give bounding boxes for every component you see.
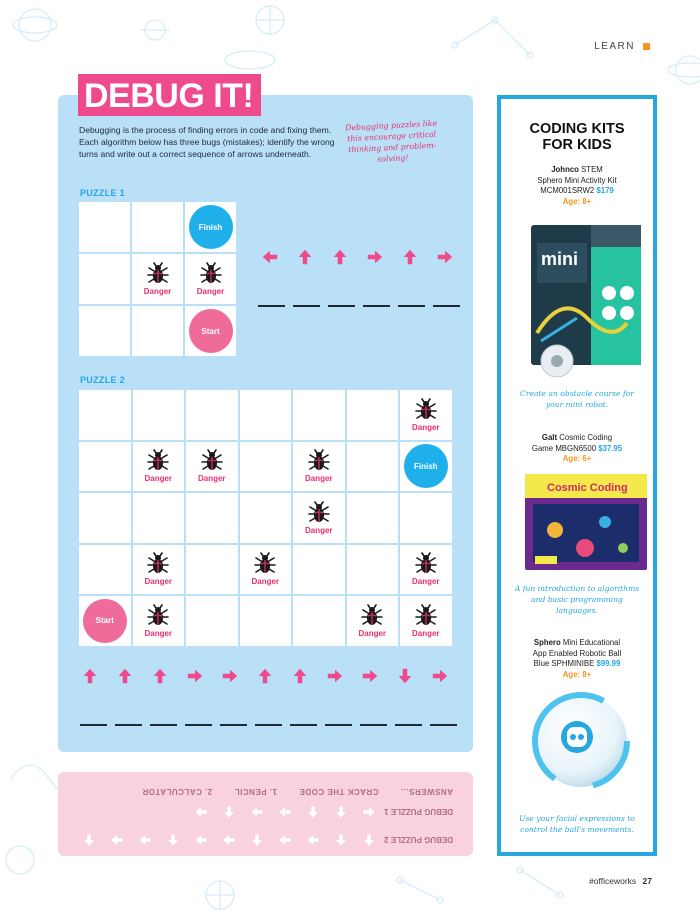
answer-blank[interactable] — [185, 724, 212, 726]
arrow-slot — [422, 666, 457, 686]
arrow-up-icon — [401, 248, 419, 266]
bug-icon — [414, 604, 438, 628]
puzzle1-cell — [185, 202, 236, 252]
danger-label: Danger — [411, 628, 440, 638]
puzzle2-arrows — [72, 666, 457, 686]
arrow-up-icon — [250, 833, 264, 847]
arrow-right-icon — [222, 833, 236, 847]
arrow-slot — [355, 802, 383, 822]
arrow-right-icon — [138, 833, 152, 847]
puzzle2-cell — [347, 442, 399, 492]
product2-caption: A fun introduction to algorithms and basic programming languages. — [514, 584, 640, 615]
start-marker: Start — [189, 309, 233, 353]
arrow-slot — [392, 247, 427, 267]
answer-blank[interactable] — [115, 724, 142, 726]
answer-blank[interactable] — [325, 724, 352, 726]
puzzle2-label: PUZZLE 2 — [80, 375, 125, 385]
answer-blank[interactable] — [290, 724, 317, 726]
danger-label: Danger — [144, 577, 173, 587]
puzzle1-cell — [79, 254, 130, 304]
arrow-right-icon — [361, 667, 379, 685]
danger-label: Danger — [144, 474, 173, 484]
product1-name-a: STEM — [581, 165, 603, 174]
answer-blank[interactable] — [255, 724, 282, 726]
arrow-up-icon — [256, 667, 274, 685]
arrow-slot — [243, 830, 271, 850]
handwritten-note: Debugging puzzles like this encourage critical thinking and problem-solving! — [344, 118, 438, 164]
arrow-down-icon — [396, 667, 414, 685]
product2-box-label: Cosmic Coding — [547, 482, 628, 494]
bug-icon — [414, 552, 438, 576]
arrow-up-icon — [296, 248, 314, 266]
intro-text: Debugging is the process of finding errors in code and fixing them. Each algorithm below has three bugs (mistakes); identify the wrong turns and write out a correct sequence of arrows underneath. — [79, 125, 335, 159]
puzzle2-cell — [293, 545, 345, 595]
arrow-up-icon — [331, 248, 349, 266]
arrow-slot — [282, 666, 317, 686]
puzzle2-cell — [347, 596, 399, 646]
arrow-slot — [327, 830, 355, 850]
arrow-slot — [287, 247, 322, 267]
arrow-right-icon — [326, 667, 344, 685]
danger-label: Danger — [304, 525, 333, 535]
puzzle1-cell — [185, 254, 236, 304]
product2-code: MBGN6500 — [555, 443, 597, 453]
arrow-slot — [299, 830, 327, 850]
arrow-slot — [103, 830, 131, 850]
section-label — [594, 41, 650, 52]
section-label-text: LEARN — [594, 41, 635, 52]
arrow-left-icon — [362, 805, 376, 819]
danger-label: Danger — [197, 474, 226, 484]
arrow-slot — [327, 802, 355, 822]
product2-price: $37.95 — [598, 443, 623, 453]
arrow-slot — [215, 802, 243, 822]
puzzle2-cell — [400, 596, 452, 646]
answer-blank[interactable] — [328, 305, 355, 307]
answer-blank[interactable] — [150, 724, 177, 726]
arrow-right-icon — [194, 805, 208, 819]
start-marker: Start — [83, 599, 127, 643]
arrow-right-icon — [194, 833, 208, 847]
danger-label: Danger — [358, 628, 387, 638]
arrow-slot — [131, 830, 159, 850]
arrow-slot — [72, 666, 107, 686]
arrow-slot — [352, 666, 387, 686]
product1-caption: Create an obstacle course for your mini robot. — [520, 389, 634, 409]
bug-icon — [307, 449, 331, 473]
product3-name-b: App Enabled Robotic Ball — [532, 648, 622, 658]
answers-debug1-row — [187, 802, 453, 822]
answers-heading-line — [142, 787, 453, 796]
arrow-up-icon — [362, 833, 376, 847]
arrow-slot — [212, 666, 247, 686]
sphero-mini-kit-image — [527, 223, 645, 383]
puzzle2-cell — [293, 596, 345, 646]
arrow-right-icon — [366, 248, 384, 266]
puzzle2-cell — [293, 493, 345, 543]
answer-blank[interactable] — [433, 305, 460, 307]
arrow-slot — [142, 666, 177, 686]
arrow-slot — [107, 666, 142, 686]
arrow-slot — [357, 247, 392, 267]
arrow-up-icon — [81, 667, 99, 685]
puzzle2-grid — [79, 390, 452, 646]
danger-label: Danger — [196, 287, 225, 296]
arrow-slot — [271, 830, 299, 850]
answers-a1: 1. PENCIL — [234, 787, 277, 796]
sidebar-title-line2: FOR KIDS — [542, 137, 612, 153]
puzzle2-cell — [240, 596, 292, 646]
product3-code: SPHMINIBE — [551, 659, 595, 668]
product2-name-b: Game — [531, 443, 554, 453]
debug2-answer-arrows — [75, 830, 383, 850]
answers-panel — [58, 772, 473, 856]
product3-text — [505, 638, 649, 680]
puzzle1-cell — [132, 254, 183, 304]
answer-blank[interactable] — [80, 724, 107, 726]
debug2-label: DEBUG PUZZLE 2 — [384, 835, 453, 845]
arrow-right-icon — [186, 667, 204, 685]
product1-box-label: mini — [541, 249, 579, 269]
puzzle2-cell — [186, 390, 238, 440]
product1-text — [505, 165, 649, 207]
puzzle2-cell — [400, 390, 452, 440]
puzzle1-answer-blanks — [258, 305, 468, 307]
arrow-slot — [247, 666, 282, 686]
puzzle2-cell — [400, 493, 452, 543]
puzzle2-cell — [133, 596, 185, 646]
answers-a2: 2. CALCULATOR — [142, 787, 213, 796]
bug-icon — [199, 262, 223, 286]
puzzle1-cell — [79, 306, 130, 356]
puzzle2-cell — [240, 390, 292, 440]
title-banner — [78, 74, 261, 116]
puzzle2-cell — [79, 493, 131, 543]
product1-code: MCM001SRW2 — [540, 186, 595, 195]
arrow-up-icon — [222, 805, 236, 819]
puzzle1-cell — [185, 306, 236, 356]
bug-icon — [307, 501, 331, 525]
puzzle2-cell — [186, 442, 238, 492]
answers-rotated — [58, 772, 473, 856]
product2-age: Age: 6+ — [562, 454, 592, 463]
arrow-right-icon — [431, 667, 449, 685]
answers-debug2-row — [75, 830, 453, 850]
section-marker — [643, 43, 650, 50]
sidebar-title — [501, 121, 653, 153]
puzzle2-cell — [79, 596, 131, 646]
bug-icon — [414, 398, 438, 422]
puzzle1-cell — [132, 306, 183, 356]
danger-label: Danger — [304, 474, 333, 484]
sidebar-title-line1: CODING KITS — [529, 121, 625, 137]
product3-caption: Use your facial expressions to control the ball's movements. — [519, 814, 635, 834]
product1-name-b: Sphero Mini Activity Kit — [537, 175, 617, 185]
puzzle2-cell — [347, 545, 399, 595]
bug-icon — [146, 604, 170, 628]
puzzle2-cell — [79, 442, 131, 492]
answer-blank[interactable] — [398, 305, 425, 307]
arrow-slot — [355, 830, 383, 850]
puzzle2-cell — [186, 596, 238, 646]
puzzle2-cell — [79, 390, 131, 440]
danger-label: Danger — [143, 287, 172, 296]
product1-age: Age: 8+ — [562, 196, 592, 206]
arrow-right-icon — [436, 248, 454, 266]
arrow-slot — [177, 666, 212, 686]
arrow-up-icon — [82, 833, 96, 847]
puzzle2-cell — [293, 442, 345, 492]
arrow-up-icon — [116, 667, 134, 685]
danger-label: Danger — [144, 628, 173, 638]
product3-price: $99.99 — [596, 659, 621, 668]
puzzle2-cell — [240, 545, 292, 595]
debug1-answer-arrows — [187, 802, 383, 822]
arrow-up-icon — [334, 833, 348, 847]
puzzle2-cell — [240, 442, 292, 492]
bug-icon — [253, 552, 277, 576]
product3-brand: Sphero — [533, 638, 561, 647]
finish-marker: Finish — [189, 205, 233, 249]
page-title: DEBUG IT! — [84, 77, 254, 115]
arrow-slot — [387, 666, 422, 686]
arrow-slot — [187, 802, 215, 822]
bug-icon — [200, 449, 224, 473]
bug-icon — [146, 262, 170, 286]
answer-blank[interactable] — [258, 305, 285, 307]
product2-brand: Galt — [541, 433, 558, 442]
puzzle1-label: PUZZLE 1 — [80, 188, 125, 198]
danger-label: Danger — [411, 422, 440, 432]
arrow-up-icon — [166, 833, 180, 847]
answer-blank[interactable] — [363, 305, 390, 307]
arrow-right-icon — [278, 833, 292, 847]
arrow-slot — [215, 830, 243, 850]
puzzle2-cell — [79, 545, 131, 595]
answer-blank[interactable] — [293, 305, 320, 307]
puzzle2-cell — [133, 545, 185, 595]
bug-icon — [146, 552, 170, 576]
sphero-mini-ball-image — [531, 689, 631, 799]
answers-crack: CRACK THE CODE — [298, 787, 379, 796]
puzzle1-arrows — [252, 247, 462, 267]
puzzle2-cell — [293, 390, 345, 440]
arrow-slot — [427, 247, 462, 267]
product1-price: $179 — [596, 186, 614, 195]
puzzle2-answer-blanks — [80, 724, 465, 726]
arrow-slot — [299, 802, 327, 822]
arrow-right-icon — [250, 805, 264, 819]
arrow-left-icon — [261, 248, 279, 266]
cosmic-coding-game-image — [525, 470, 647, 574]
puzzle2-cell — [186, 545, 238, 595]
arrow-slot — [243, 802, 271, 822]
page-footer — [589, 876, 652, 886]
arrow-slot — [75, 830, 103, 850]
arrow-up-icon — [151, 667, 169, 685]
product3-name-a: Mini Educational — [562, 638, 621, 647]
puzzle1-cell — [132, 202, 183, 252]
danger-label: Danger — [411, 577, 440, 587]
debug1-label: DEBUG PUZZLE 1 — [384, 807, 453, 817]
bug-icon — [146, 449, 170, 473]
product1-brand: Johnco — [551, 165, 579, 174]
footer-hashtag: #officeworks — [589, 876, 637, 886]
product3-name-c: Blue — [533, 659, 550, 668]
puzzle2-cell — [347, 493, 399, 543]
answer-blank[interactable] — [395, 724, 422, 726]
puzzle1-grid — [79, 202, 236, 356]
puzzle2-cell — [400, 545, 452, 595]
product2-name-a: Cosmic Coding — [559, 433, 613, 442]
arrow-up-icon — [334, 805, 348, 819]
product3-age: Age: 8+ — [562, 669, 592, 679]
puzzle2-cell — [133, 493, 185, 543]
arrow-right-icon — [278, 805, 292, 819]
bug-icon — [360, 604, 384, 628]
product2-text — [505, 433, 649, 465]
arrow-slot — [187, 830, 215, 850]
puzzle2-cell — [133, 390, 185, 440]
arrow-up-icon — [306, 805, 320, 819]
arrow-slot — [252, 247, 287, 267]
answer-blank[interactable] — [430, 724, 457, 726]
page-number: 27 — [642, 876, 652, 886]
puzzle2-cell — [347, 390, 399, 440]
arrow-right-icon — [306, 833, 320, 847]
puzzle2-cell — [400, 442, 452, 492]
arrow-right-icon — [110, 833, 124, 847]
arrow-slot — [271, 802, 299, 822]
arrow-slot — [159, 830, 187, 850]
finish-marker: Finish — [404, 444, 448, 488]
answers-heading: ANSWERS... — [400, 787, 453, 796]
arrow-slot — [322, 247, 357, 267]
answer-blank[interactable] — [220, 724, 247, 726]
puzzle1-cell — [79, 202, 130, 252]
arrow-slot — [317, 666, 352, 686]
arrow-up-icon — [291, 667, 309, 685]
answer-blank[interactable] — [360, 724, 387, 726]
danger-label: Danger — [251, 577, 280, 587]
arrow-right-icon — [221, 667, 239, 685]
sidebar-coding-kits — [497, 95, 657, 856]
puzzle2-cell — [133, 442, 185, 492]
puzzle2-cell — [186, 493, 238, 543]
puzzle2-cell — [240, 493, 292, 543]
